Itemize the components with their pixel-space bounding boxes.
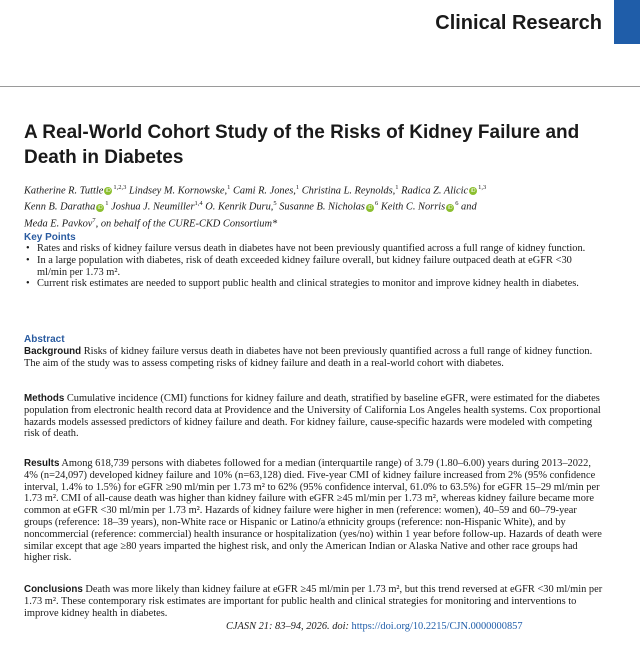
affiliation-sup: 1 — [105, 200, 109, 208]
conclusions-text: Death was more likely than kidney failure at eGFR ≥45 ml/min per 1.73 m², but this trend reversed at eGFR <30 ml/min per 1.73 m². These contemporary risk estimates are important for public health and clinical strategies for monitoring and interventions to improve kidney health in diabetes. — [24, 584, 603, 619]
key-point-item: • In a large population with diabetes, risk of death exceeded kidney failure overall, but kidney failure outpaced death at eGFR <30 ml/min per 1.73 m². — [24, 255, 604, 279]
orcid-icon[interactable]: iD — [470, 188, 476, 195]
author-name: Cami R. Jones, — [230, 185, 296, 197]
abstract-conclusions — [24, 584, 604, 619]
key-point-item: • Current risk estimates are needed to support public health and clinical strategies to monitor and improve kidney health in diabetes. — [24, 278, 604, 290]
author-name: Keith C. Norris — [378, 201, 446, 213]
author-name: Katherine R. Tuttle — [24, 185, 104, 197]
section-color-tab — [614, 0, 640, 44]
consortium-note: , on behalf of the CURE-CKD Consortium* — [95, 218, 278, 230]
methods-text: Cumulative incidence (CMI) functions for kidney failure and death, stratified by baseline eGFR, were estimated for the diabetes population from electronic health record data at Providence and the University of California Los Angeles health systems. Cox proportional hazards models assessed predictors of kidney failure and death. For kidney failure, cause-specific hazards were modeled with competing risk of death. — [24, 393, 601, 440]
affiliation-sup: 1 — [227, 184, 231, 191]
results-text: Among 618,739 persons with diabetes followed for a median (interquartile range) of 3.79 (1.80–6.00) years during 2013–2022, 4% (n=24,097) developed kidney failure and 10% (n=63,128) died. Five-year CMI of kidney failure increased from 2% (95% confidence interval, 1.4% to 1.5%) for eGFR ≥90 ml/min per 1.73 m² to 62% (95% confidence interval, 61.0% to 63.5%) for eGFR 15–29 ml/min per 1.73 m². CMI of all-cause death was higher than kidney failure with eGFR ≥45 ml/min per 1.73 m², whereas kidney failure became more common at eGFR <30 ml/min per 1.73 m². Hazards of kidney failure were higher in men (reference: women), 40–59 and 60–79-year groups (reference: 18–39 years), non-White race or Hispanic or Latino/a ethnicity groups (reference: non-Hispanic White), and by noncommercial (reference: commercial) health insurance or hospitalization (yes/no) within 1 year before follow-up. Hazards of death were similar except that age ≥80 years imparted the highest risk, and only the American Indian or Alaska Native and other race groups had higher risk. — [24, 458, 602, 564]
key-points-heading: Key Points — [24, 232, 76, 243]
abstract-results — [24, 458, 604, 564]
abstract-background — [24, 346, 604, 370]
affiliation-sup: 6 — [455, 200, 459, 208]
affiliation-sup: 5 — [273, 200, 277, 208]
abstract-methods — [24, 393, 604, 440]
affiliation-sup: 1,4 — [194, 200, 203, 208]
author-name: Joshua J. Neumiller — [108, 201, 195, 213]
affiliation-sup: 6 — [374, 200, 379, 208]
author-list — [24, 181, 599, 230]
doi-link[interactable]: https://doi.org/10.2215/CJN.0000000857 — [351, 621, 523, 632]
results-label: Results — [24, 458, 60, 469]
affiliation-sup: 1 — [295, 184, 300, 191]
affiliation-sup: 1 — [395, 184, 399, 191]
orcid-icon[interactable]: iD — [106, 188, 111, 195]
journal-header — [0, 0, 640, 87]
key-point-item: • Rates and risks of kidney failure versus death in diabetes have not been previously quantified across a full range of kidney function. — [24, 243, 604, 255]
methods-label: Methods — [24, 393, 65, 404]
author-name: Meda E. Pavkov — [24, 218, 93, 230]
citation-line — [226, 621, 523, 633]
author-name: Susanne B. Nicholas — [276, 201, 365, 213]
key-points-list — [24, 243, 604, 290]
background-text: Risks of kidney failure versus death in diabetes have not been previously quantified across a full range of kidney function. The aim of the study was to assess competing risks of kidney failure and death in a real-world cohort with diabetes. — [24, 346, 593, 369]
affiliation-sup: 1,3 — [478, 184, 487, 191]
orcid-icon[interactable]: iD — [97, 204, 103, 211]
author-conjunction: and — [458, 201, 477, 213]
section-label: Clinical Research — [435, 12, 602, 34]
author-name: Christina L. Reynolds, — [299, 185, 396, 197]
orcid-icon[interactable]: iD — [367, 204, 373, 211]
affiliation-sup: 1,2,3 — [113, 184, 127, 191]
abstract-heading: Abstract — [24, 334, 65, 345]
author-name: Lindsey M. Kornowske, — [126, 185, 228, 197]
citation-text: CJASN 21: 83–94, 2026. doi: — [226, 621, 352, 632]
author-name: Kenn B. Daratha — [24, 201, 96, 213]
author-name: Radica Z. Alicic — [398, 185, 469, 197]
author-name: O. Kenrik Duru, — [202, 201, 274, 213]
affiliation-sup: 7 — [92, 216, 96, 224]
conclusions-label: Conclusions — [24, 584, 83, 595]
orcid-icon[interactable]: iD — [447, 204, 453, 211]
article-title: A Real-World Cohort Study of the Risks of Kidney Failure and Death in Diabetes — [24, 122, 580, 168]
background-label: Background — [24, 346, 82, 357]
